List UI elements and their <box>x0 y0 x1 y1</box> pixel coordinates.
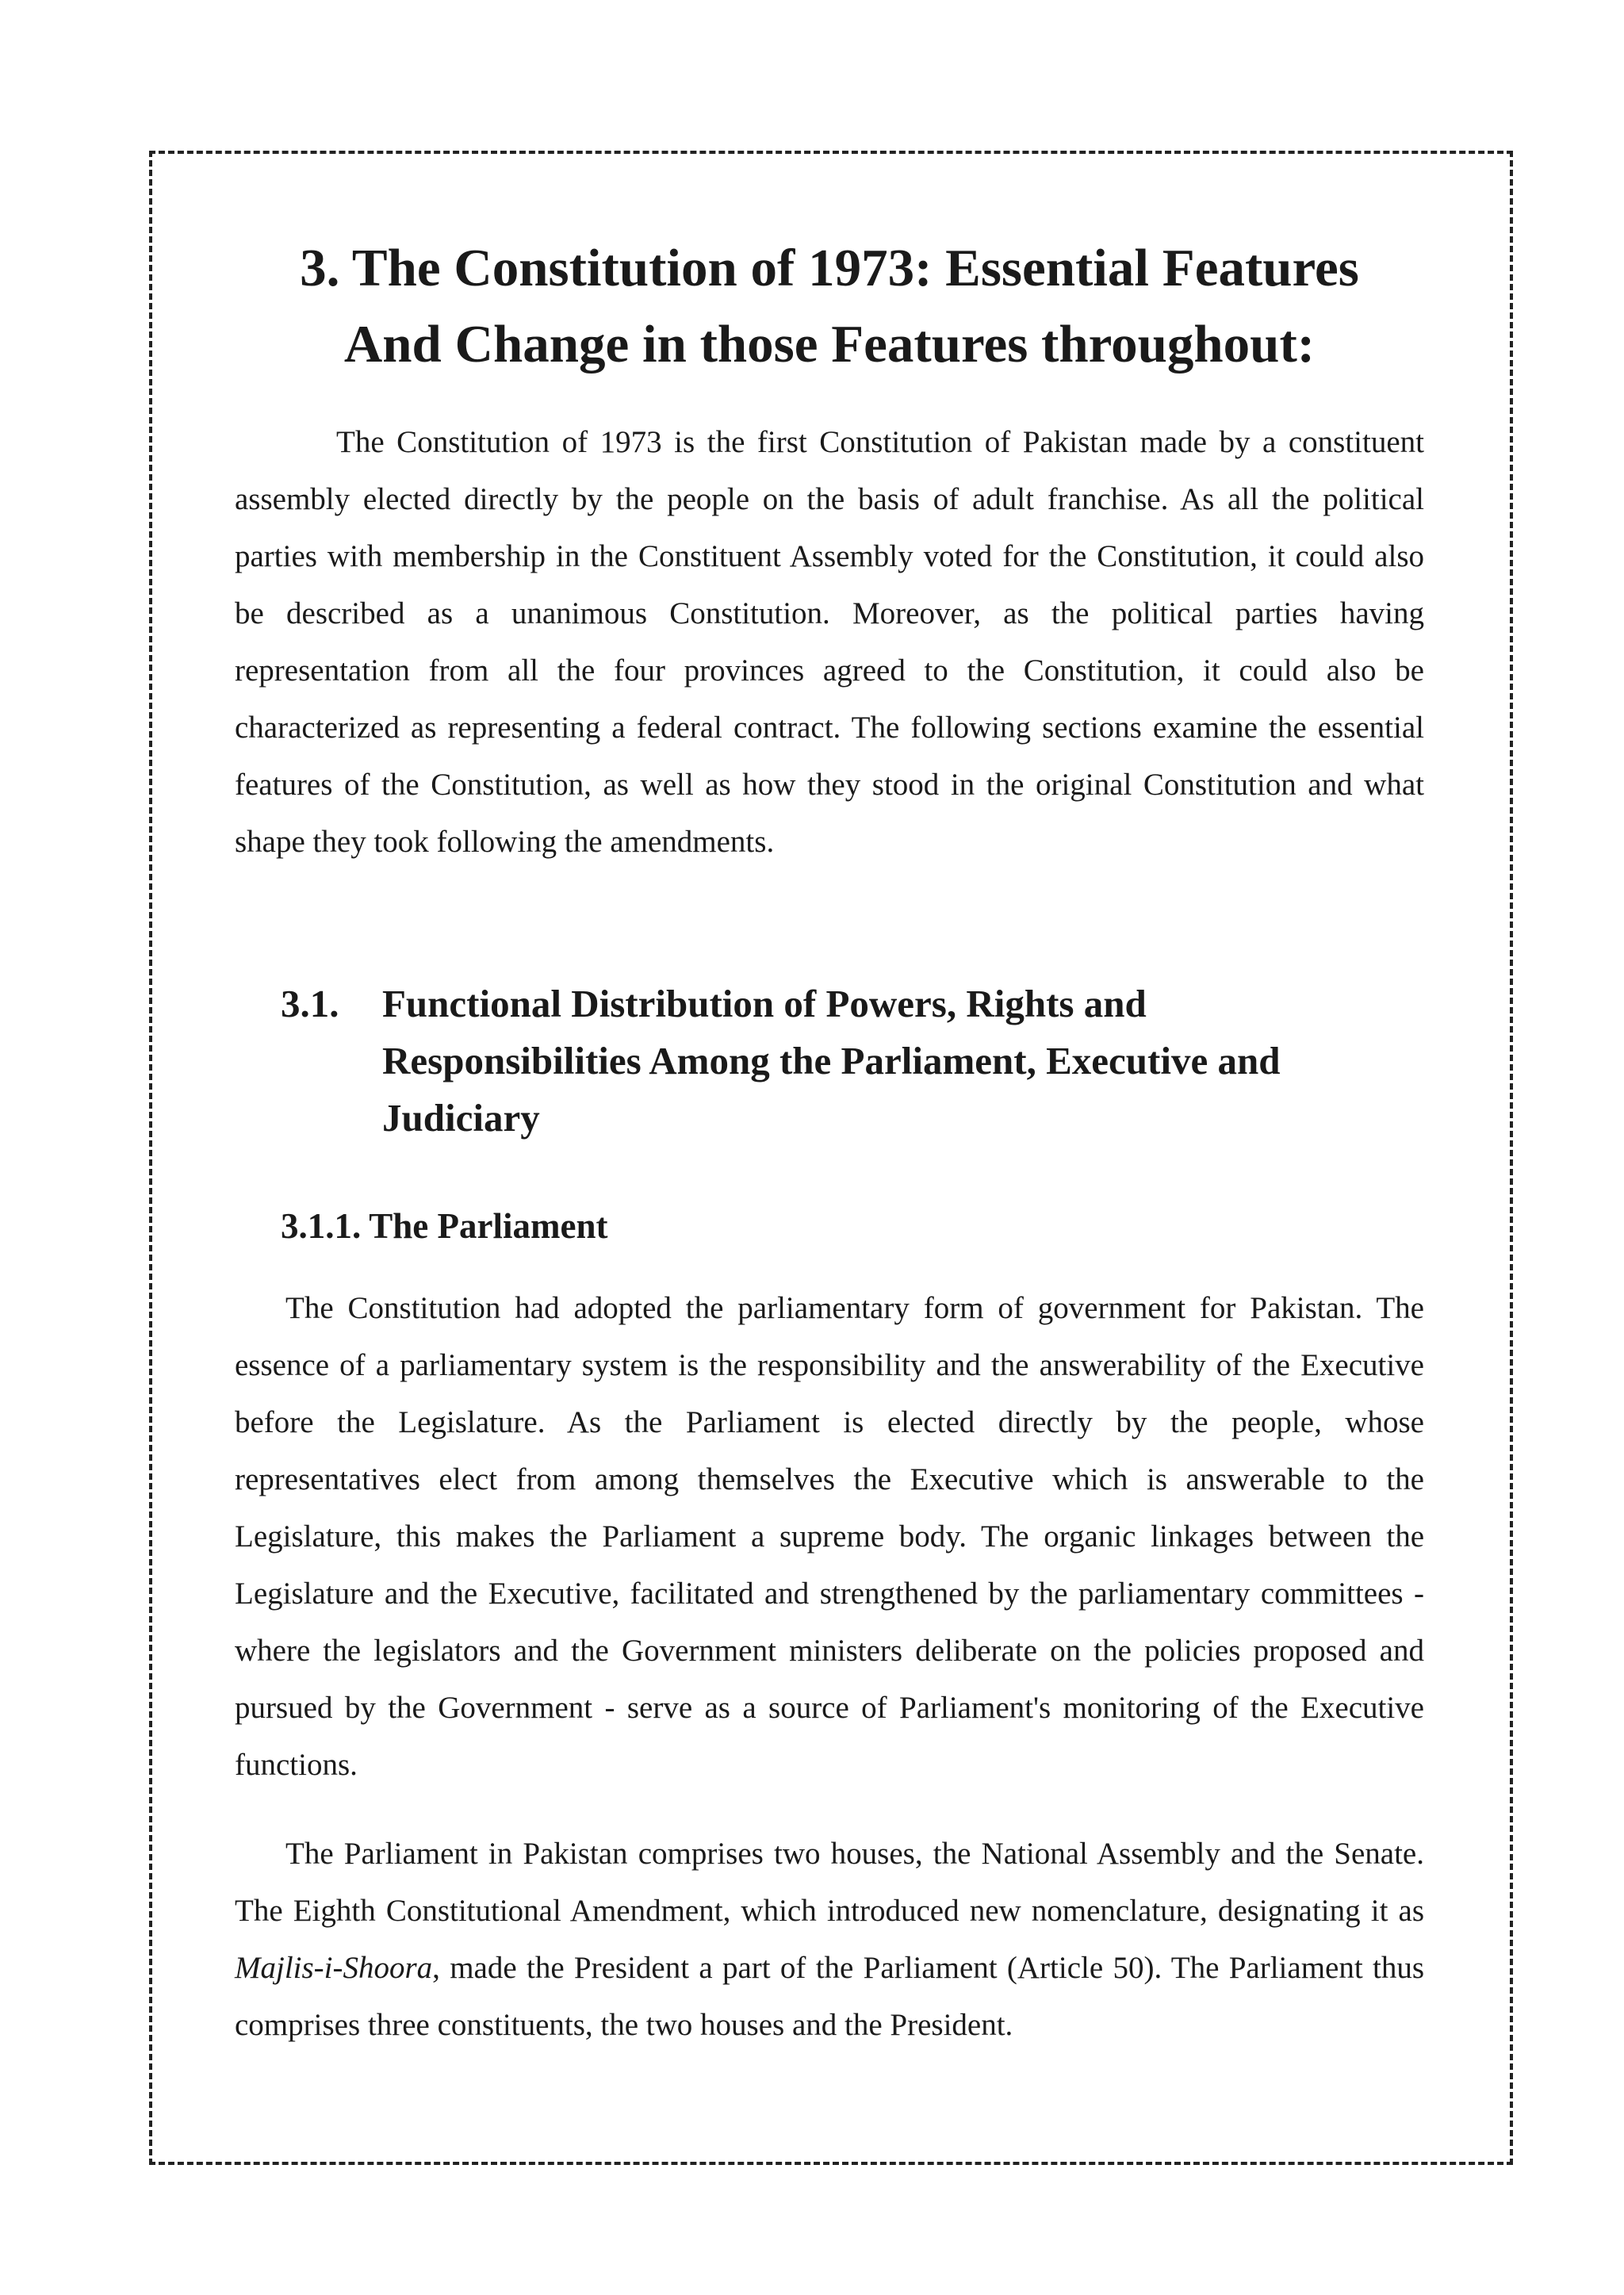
subsection-title: The Parliament <box>369 1206 608 1246</box>
subsection-number: 3.1.1. <box>281 1206 362 1246</box>
section-number: 3.1. <box>281 982 339 1025</box>
parliament-paragraph-2 <box>235 1826 1424 2054</box>
paragraph-text: , made the President a part of the Parliament (Article 50). The Parliament thus comprises three constituents, the two houses and the President. <box>235 1951 1424 2042</box>
chapter-title <box>235 230 1424 382</box>
subsection-heading-3-1-1 <box>281 1197 1424 1255</box>
chapter-title-line-2: And Change in those Features throughout: <box>343 315 1316 374</box>
section-title: Functional Distribution of Powers, Rights and Responsibilities Among the Parliament, Executive and Judiciary <box>382 982 1281 1140</box>
section-heading-3-1 <box>281 975 1424 1147</box>
paragraph-text: The Parliament in Pakistan comprises two houses, the National Assembly and the Senate. The Eighth Constitutional Amendment, which introduced new nomenclature, designating it as <box>235 1837 1424 1928</box>
intro-paragraph: The Constitution of 1973 is the first Constitution of Pakistan made by a constituent assembly elected directly by the people on the basis of adult franchise. As all the political parties with membership in the Constituent Assembly voted for the Constitution, it could also be described as a unanimous Constitution. Moreover, as the political parties having representation from all the four provinces agreed to the Constitution, it could also be characterized as representing a federal contract. The following sections examine the essential features of the Constitution, as well as how they stood in the original Constitution and what shape they took following the amendments. <box>235 425 1424 859</box>
document-content <box>235 230 1424 2054</box>
parliament-paragraph-1: The Constitution had adopted the parliamentary form of government for Pakistan. The essence of a parliamentary system is the responsibility and the answerability of the Executive before the Legislature. As the Parliament is elected directly by the people, whose representatives elect from among themselves the Executive which is answerable to the Legislature, this makes the Parliament a supreme body. The organic linkages between the Legislature and the Executive, facilitated and strengthened by the parliamentary committees - where the legislators and the Government ministers deliberate on the policies proposed and pursued by the Government - serve as a source of Parliament's monitoring of the Executive functions. <box>235 1291 1424 1782</box>
italic-term: Majlis-i-Shoora <box>235 1951 433 1985</box>
chapter-title-line-1: 3. The Constitution of 1973: Essential Features <box>300 239 1359 297</box>
